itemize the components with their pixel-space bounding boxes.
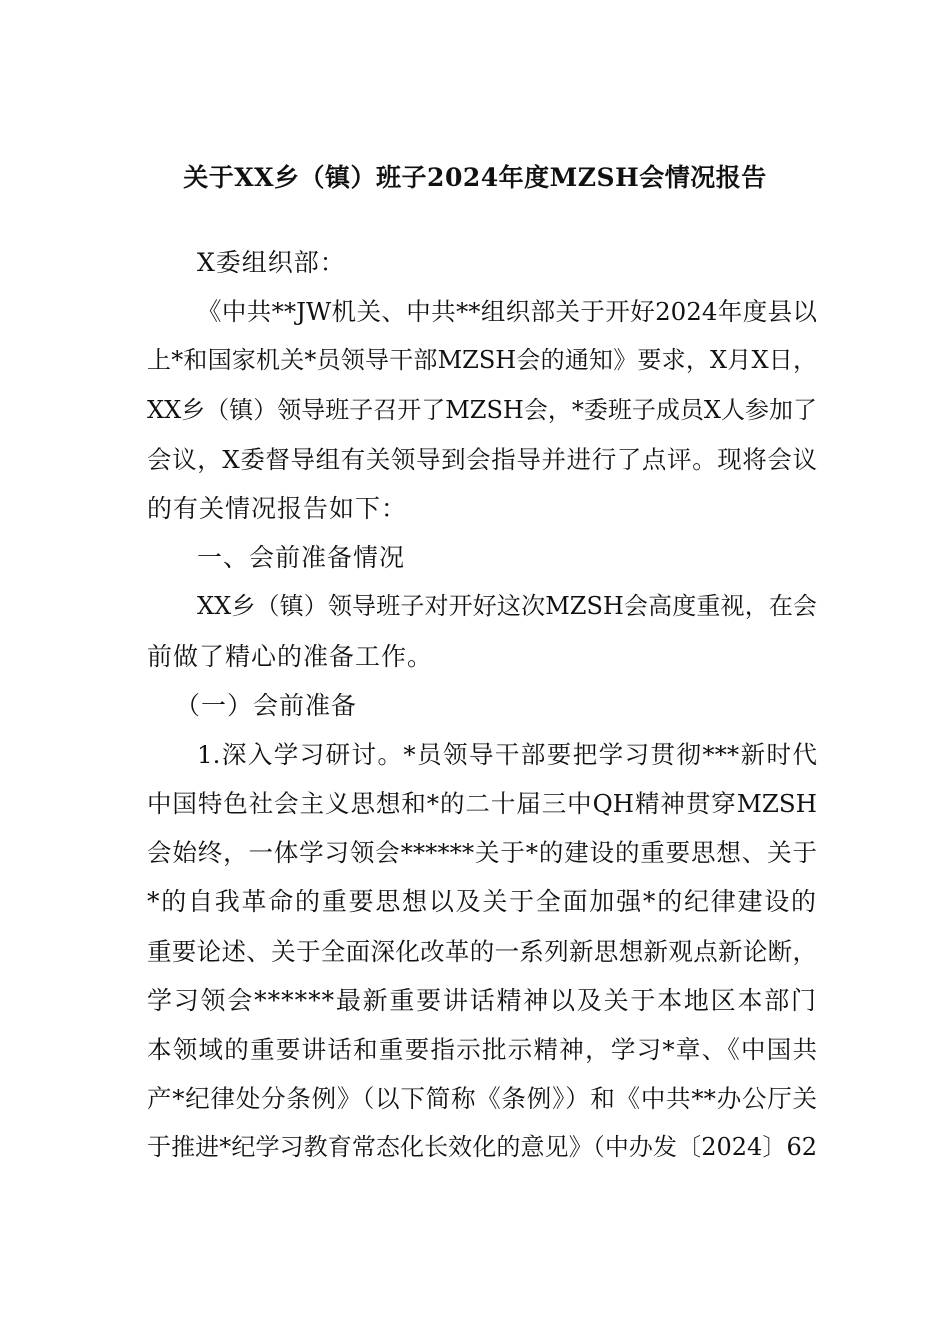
paragraph-line: 产*纪律处分条例》（以下简称《条例》）和《中共**办公厅关 [147,1084,817,1114]
paragraph-line: 1.深入学习研讨。*员领导干部要把学习贯彻***新时代 [197,739,817,769]
paragraph-line: 的有关情况报告如下： [147,493,408,523]
salutation: X委组织部： [197,248,346,277]
paragraph-line: 前做了精心的准备工作。 [147,641,434,671]
document-body [147,238,817,1173]
paragraph-line: 学习领会******最新重要讲话精神以及关于本地区本部门 [147,985,817,1015]
paragraph-line: XX乡（镇）领导班子召开了MZSH会，*委班子成员X人参加了 [147,395,817,424]
paragraph-line: 会始终，一体学习领会******关于*的建设的重要思想、关于 [147,838,817,868]
section-heading: 一、会前准备情况 [197,543,406,573]
subsection-heading: （一）会前准备 [175,690,358,720]
paragraph-line: 会议，X委督导组有关领导到会指导并进行了点评。现将会议 [147,444,817,474]
paragraph-line: 重要论述、关于全面深化改革的一系列新思想新观点新论断， [147,936,817,966]
paragraph-line: 《中共**JW机关、中共**组织部关于开好2024年度县以 [197,297,817,327]
paragraph-line: XX乡（镇）领导班子对开好这次MZSH会高度重视，在会 [197,592,817,621]
paragraph-line: 中国特色社会主义思想和*的二十届三中QH精神贯穿MZSH [147,789,817,819]
paragraph-line: 于推进*纪学习教育常态化长效化的意见》（中办发〔2024〕62 [147,1133,817,1162]
paragraph-line: *的自我革命的重要思想以及关于全面加强*的纪律建设的 [147,887,817,917]
paragraph-line: 上*和国家机关*员领导干部MZSH会的通知》要求，X月X日， [147,346,817,375]
paragraph-line: 本领域的重要讲话和重要指示批示精神，学习*章、《中国共 [147,1035,817,1064]
document-title: 关于XX乡（镇）班子2024年度MZSH会情况报告 [183,163,767,192]
